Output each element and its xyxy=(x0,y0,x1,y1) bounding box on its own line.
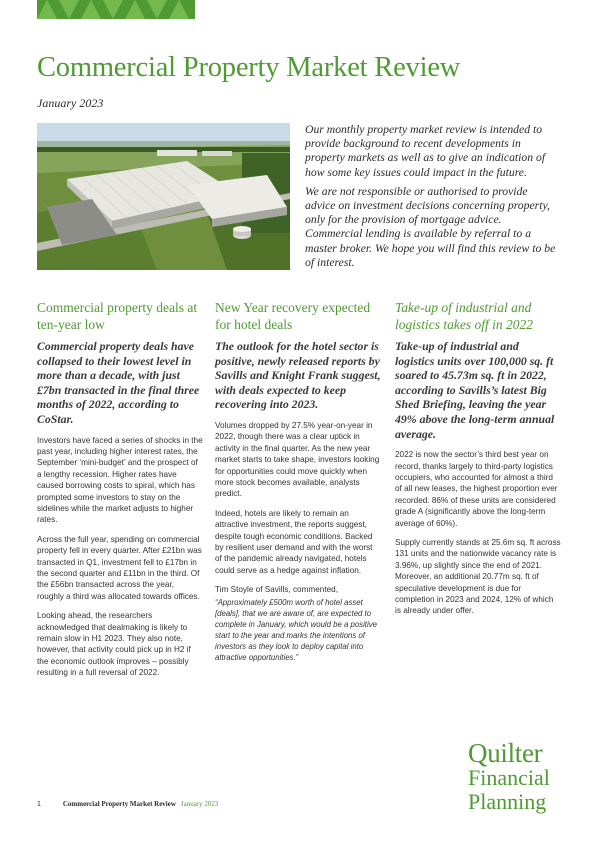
article-paragraph: Looking ahead, the researchers acknowledged that dealmaking is likely to remain slow in H1 2023. They also note, however, that activity could pick up in H2 if the economic outlook improves – possibly resulting in a full reversal of 2022. xyxy=(37,611,191,678)
article-lead: Commercial property deals have collapsed to their lowest level in more than a decade, with just £7bn transacted in the final three months of 2022, according to CoStar. xyxy=(37,339,200,426)
article-heading: New Year recovery expected for hotel deals xyxy=(215,300,371,332)
decorative-pattern-band xyxy=(37,0,195,19)
article-paragraph: Indeed, hotels are likely to remain an attractive investment, the reports suggest, despite tough economic conditions. Backed by resilient user demand and with the worst of the pandemic already navigated, hotels could serve as a hedge against inflation. xyxy=(215,508,373,575)
article-paragraph: Supply currently stands at 25.6m sq. ft across 131 units and the nationwide vacancy rate is 3.96%, up slightly since the end of 2021. Moreover, an additional 20.77m sq. ft of speculative development is due for completion in 2023 and 2024, 12% of which is already under offer. xyxy=(395,538,561,616)
footer-title: Commercial Property Market Review xyxy=(62,800,176,808)
article-heading: Take-up of industrial and logistics takes off in 2022 xyxy=(395,300,533,332)
article-quote: “Approximately £500m worth of hotel asset [deals], that we are aware of, are expected to complete in January, which would be a positive start to the year and marks the intentions of investors as they look to deploy capital into attractive opportunities.” xyxy=(215,597,377,662)
article-paragraph: Volumes dropped by 27.5% year-on-year in 2022, though there was a clear uptick in activity in the final quarter. As the new year market starts to take shape, investors looking for opportunities could move quickly when more stock becomes available, analysts predict. xyxy=(215,420,380,499)
article-hotel-deals xyxy=(215,299,381,671)
intro-text xyxy=(305,123,560,275)
intro-paragraph: Our monthly property market review is intended to provide background to recent developments in property markets as well as to give an indication of how some key issues could impact in the future. xyxy=(305,123,546,179)
quilter-logo xyxy=(468,740,568,814)
article-paragraph: Across the full year, spending on commercial property fell in every quarter. After £21bn was transacted in Q1, investment fell to £17bn in the second quarter and £11bn in the third. Of the £56bn transacted across the year, roughly a third was allocated towards offices. xyxy=(37,534,202,601)
article-industrial-logistics xyxy=(395,299,561,625)
footer-date: January 2023 xyxy=(180,800,219,808)
issue-date: January 2023 xyxy=(37,96,104,110)
page-number: 1 xyxy=(37,801,41,808)
intro-disclaimer: We are not responsible or authorised to provide advice on investment decisions concerning property, only for the provision of mortgage advice. Commercial lending is available by referral to a master broker. We hope you will find this review to be of interest. xyxy=(305,184,556,269)
warehouse-aerial-photo xyxy=(37,123,290,270)
logo-line: Planning xyxy=(468,789,547,814)
article-lead: Take-up of industrial and logistics units over 100,000 sq. ft soared to 45.73m sq. ft in 2022, according to Savills’s latest Big Shed Briefing, leaving the year 49% above the long-term annual average. xyxy=(395,339,555,441)
page-title: Commercial Property Market Review xyxy=(37,52,461,83)
page-footer xyxy=(37,800,218,808)
article-paragraph: Investors have faced a series of shocks in the past year, including higher interest rates, the September ‘mini-budget’ and the prospect of a lengthy recession. Higher rates have caused borrowing costs to spiral, which has prompted some investors to stay on the sidelines while the market adjusts to higher rates. xyxy=(37,435,203,525)
logo-line: Quilter xyxy=(468,738,543,768)
article-commercial-deals xyxy=(37,299,203,687)
quote-attribution: Tim Stoyle of Savills, commented, xyxy=(215,585,339,595)
article-paragraph: 2022 is now the sector’s third best year on record, thanks largely to third-party logistics occupiers, who accounted for almost a third of all new leases, the highest proportion ever recorded. 86% of these units are considered grade A (significantly above the long-term average of 60%). xyxy=(395,450,558,528)
article-heading: Commercial property deals at ten-year low xyxy=(37,300,198,332)
logo-line: Financial xyxy=(468,765,550,790)
article-lead: The outlook for the hotel sector is positive, newly released reports by Savills and Knight Frank suggest, with deals expected to keep recovering into 2023. xyxy=(215,339,381,412)
